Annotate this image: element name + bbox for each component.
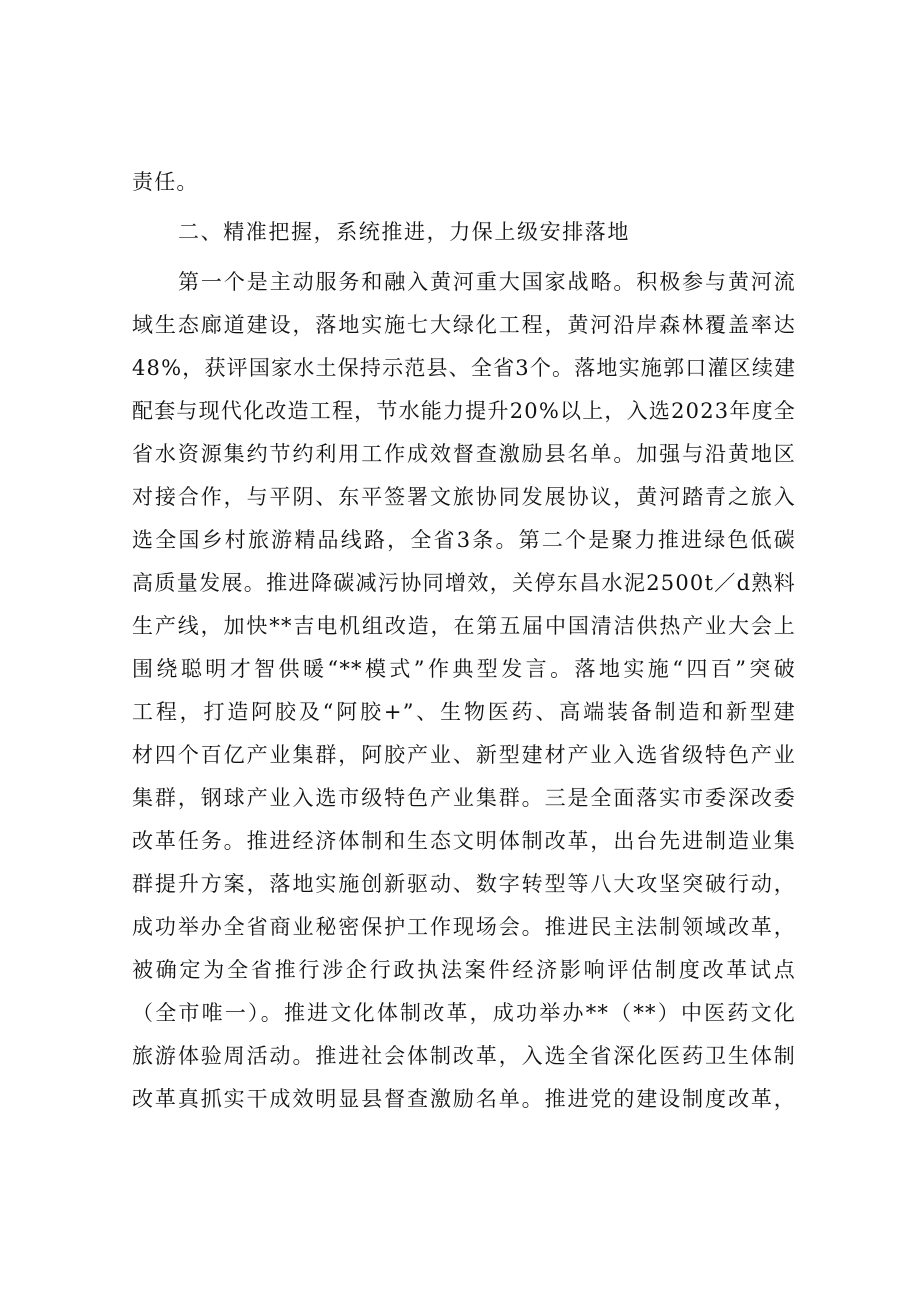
text-line-12: 围绕聪明才智供暖“**模式”作典型发言。落地实施“四百”突破	[132, 657, 796, 681]
text-line-7: 省水资源集约节约利用工作成效督查激励县名单。加强与沿黄地区	[132, 442, 796, 466]
text-line-3: 第一个是主动服务和融入黄河重大国家战略。积极参与黄河流	[178, 270, 796, 294]
text-line-4: 域生态廊道建设，落地实施七大绿化工程，黄河沿岸森林覆盖率达	[132, 313, 796, 337]
text-line-9: 选全国乡村旅游精品线路，全省3条。第二个是聚力推进绿色低碳	[132, 528, 796, 552]
text-line-1: 责任。	[132, 170, 199, 194]
text-line-11: 生产线，加快**吉电机组改造，在第五届中国清洁供热产业大会上	[132, 614, 796, 638]
text-line-21: 旅游体验周活动。推进社会体制改革，入选全省深化医药卫生体制	[132, 1044, 796, 1068]
text-line-17: 群提升方案，落地实施创新驱动、数字转型等八大攻坚突破行动，	[132, 872, 796, 896]
text-line-14: 材四个百亿产业集群，阿胶产业、新型建材产业入选省级特色产业	[132, 743, 796, 767]
text-line-6: 配套与现代化改造工程，节水能力提升20%以上，入选2023年度全	[132, 399, 796, 423]
text-line-19: 被确定为全省推行涉企行政执法案件经济影响评估制度改革试点	[132, 958, 796, 982]
text-line-8: 对接合作，与平阴、东平签署文旅协同发展协议，黄河踏青之旅入	[132, 485, 796, 509]
section-heading: 二、精准把握，系统推进，力保上级安排落地	[178, 220, 630, 244]
text-line-13: 工程，打造阿胶及“阿胶+”、生物医药、高端装备制造和新型建	[132, 700, 796, 724]
text-line-5: 48%，获评国家水土保持示范县、全省3个。落地实施郭口灌区续建	[132, 356, 797, 380]
text-line-10: 高质量发展。推进降碳减污协同增效，关停东昌水泥2500t／d熟料	[132, 571, 796, 595]
text-line-15: 集群，钢球产业入选市级特色产业集群。三是全面落实市委深改委	[132, 786, 796, 810]
text-line-18: 成功举办全省商业秘密保护工作现场会。推进民主法制领域改革，	[132, 915, 796, 939]
text-line-16: 改革任务。推进经济体制和生态文明体制改革，出台先进制造业集	[132, 829, 796, 853]
text-line-20: （全市唯一）。推进文化体制改革，成功举办**（**）中医药文化	[132, 1001, 796, 1025]
text-line-22: 改革真抓实干成效明显县督查激励名单。推进党的建设制度改革，	[132, 1087, 796, 1111]
